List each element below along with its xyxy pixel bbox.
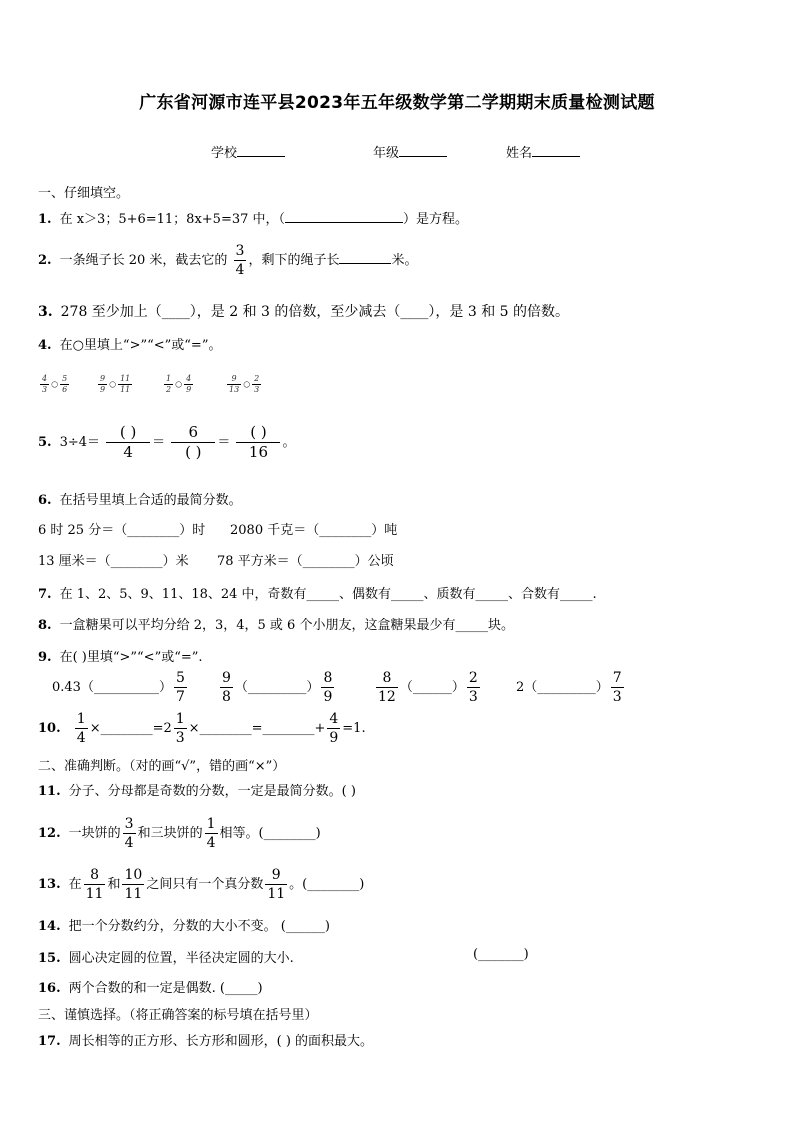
question-2 [38, 244, 417, 277]
q6-row-2a[interactable]: 13 厘米＝（________）米 [38, 554, 189, 569]
name-label: 姓名 [506, 146, 533, 161]
grade-label: 年级 [373, 146, 400, 161]
question-text: 一盒糖果可以平均分给 2，3，4，5 或 6 个小朋友，这盒糖果最少有_____块。 [59, 618, 514, 633]
compare-item-3[interactable]: $\frac{1}{2}$ ○ $\frac{4}{9}$ [166, 374, 192, 394]
question-number: 16. [38, 981, 61, 996]
name-blank[interactable] [532, 144, 580, 157]
section-3-heading: 三、谨慎选择。（将正确答案的标号填在括号里） [38, 1008, 318, 1023]
compare-circle[interactable]: ○ [109, 379, 117, 389]
question-17 [38, 1030, 373, 1049]
answer-blank[interactable]: ×________=________+ [188, 721, 326, 736]
question-1 [38, 208, 468, 227]
question-8 [38, 614, 514, 633]
question-text: 3÷4＝ [59, 435, 101, 450]
question-text[interactable]: 两个合数的和一定是偶数. (_____) [68, 981, 263, 996]
school-label: 学校 [211, 146, 238, 161]
question-4 [38, 334, 221, 353]
answer-blank[interactable]: 相等。(________) [219, 826, 321, 841]
question-11 [38, 780, 356, 799]
question-number: 9. [38, 650, 52, 665]
fraction-blank[interactable]: $\frac{6}{( )}$ [171, 425, 215, 460]
question-number: 3. [38, 304, 53, 320]
question-text[interactable]: 周长相等的正方形、长方形和圆形，( ) 的面积最大。 [68, 1034, 374, 1049]
q9-item-4[interactable]: 2（_________） $\frac{7}{3}$ [516, 670, 622, 705]
page-title: 广东省河源市连平县2023年五年级数学第二学期期末质量检测试题 [139, 93, 655, 113]
q9-item-3[interactable]: $\frac{8}{12}$ （______） $\frac{2}{3}$ [378, 670, 478, 705]
compare-circle[interactable]: ○ [51, 379, 59, 389]
question-15 [38, 947, 294, 966]
q9-item-1[interactable]: 0.43（__________） $\frac{5}{7}$ [52, 670, 185, 705]
name-field[interactable] [506, 142, 580, 161]
compare-item-1[interactable]: $\frac{4}{3}$ ○ $\frac{5}{6}$ [42, 374, 68, 394]
q9-item-2[interactable]: $\frac{9}{8}$ （_________） $\frac{8}{9}$ [222, 670, 333, 705]
question-number: 15. [38, 951, 61, 966]
question-5: 5. 3÷4＝ $\frac{( )}{4}$ ＝ $\frac{6}{( )}$ ＝ $\frac{( )}{16}$ 。 [38, 423, 296, 461]
question-text: ，剩下的绳子长 [248, 253, 340, 268]
question-number: 10. [38, 721, 61, 736]
question-text: 圆心决定圆的位置，半径决定圆的大小. [68, 951, 294, 966]
fraction-blank[interactable]: $\frac{( )}{4}$ [106, 425, 150, 460]
question-9 [38, 646, 203, 665]
grade-field[interactable] [373, 142, 447, 161]
question-number: 4. [38, 338, 52, 353]
question-7 [38, 583, 597, 602]
question-text: 在括号里填上合适的最简分数。 [59, 493, 242, 508]
q6-row-1a[interactable]: 6 时 25 分＝（________）时 [38, 523, 206, 538]
question-text: 米。 [391, 253, 418, 268]
question-number: 5. [38, 435, 52, 450]
question-10: 10. $\frac{1}{4}$ ×________=2 $\frac{1}{3}$ ×________=________+ $\frac{4}{9}$ =1. [38, 711, 366, 746]
question-14 [38, 915, 330, 934]
section-1-heading: 一、仔细填空。 [38, 186, 130, 201]
q6-row-1b[interactable]: 2080 千克＝（________）吨 [230, 523, 398, 538]
question-text[interactable]: 把一个分数约分，分数的大小不变。 (______) [68, 919, 330, 934]
question-number: 12. [38, 826, 61, 841]
question-text: 278 至少加上（____），是 2 和 3 的倍数，至少减去（____），是 3 和 5 的倍数。 [60, 304, 570, 320]
q6-row-2b[interactable]: 78 平方米＝（________）公顷 [217, 554, 394, 569]
fraction: $\frac{3}{4}$ [235, 243, 245, 278]
question-number: 14. [38, 919, 61, 934]
question-number: 7. [38, 587, 52, 602]
answer-blank[interactable]: ×________=2 [89, 721, 172, 736]
question-number: 2. [38, 253, 52, 268]
question-text[interactable]: 分子、分母都是奇数的分数，一定是最简分数。( ) [68, 784, 356, 799]
question-number: 6. [38, 493, 52, 508]
question-text: 在○里填上“>”“<”或“=”。 [59, 338, 222, 353]
section-2-heading: 二、准确判断。（对的画“√”，错的画“×”） [38, 759, 286, 774]
fraction-blank[interactable]: $\frac{( )}{16}$ [236, 425, 280, 460]
question-6 [38, 489, 242, 508]
question-16 [38, 977, 263, 996]
question-text: 在 x＞3；5+6=11；8x+5=37 中，（ [59, 212, 286, 227]
q15-answer-blank[interactable]: (_______) [473, 947, 529, 962]
question-text: 在 1、2、5、9、11、18、24 中，奇数有_____、偶数有_____、质数有_____、合数有_____. [59, 587, 597, 602]
question-text: ）是方程。 [403, 212, 469, 227]
school-field[interactable] [211, 142, 285, 161]
question-number: 8. [38, 618, 52, 633]
grade-blank[interactable] [399, 144, 447, 157]
school-blank[interactable] [237, 144, 285, 157]
question-13: 13. 在 $\frac{8}{11}$ 和 $\frac{10}{11}$ 之间只有一个真分数 $\frac{9}{11}$ 。(________) [38, 867, 365, 902]
question-text: 一条绳子长 20 米，截去它的 [59, 253, 228, 268]
question-text: 在( )里填“>”“<”或“=”. [59, 650, 203, 665]
question-12: 12. 一块饼的 $\frac{3}{4}$ 和三块饼的 $\frac{1}{4}$ 相等。(________) [38, 816, 321, 851]
answer-blank[interactable]: 。(________) [289, 877, 365, 892]
compare-circle[interactable]: ○ [243, 379, 251, 389]
compare-item-2[interactable]: $\frac{9}{9}$ ○ $\frac{11}{11}$ [100, 374, 131, 394]
answer-blank[interactable] [285, 211, 403, 223]
compare-item-4[interactable]: $\frac{9}{13}$ ○ $\frac{2}{3}$ [229, 374, 260, 394]
question-3 [38, 301, 569, 321]
answer-blank[interactable] [339, 252, 391, 264]
question-number: 13. [38, 877, 61, 892]
compare-circle[interactable]: ○ [175, 379, 183, 389]
question-number: 11. [38, 784, 61, 799]
question-number: 17. [38, 1034, 61, 1049]
question-number: 1. [38, 212, 52, 227]
